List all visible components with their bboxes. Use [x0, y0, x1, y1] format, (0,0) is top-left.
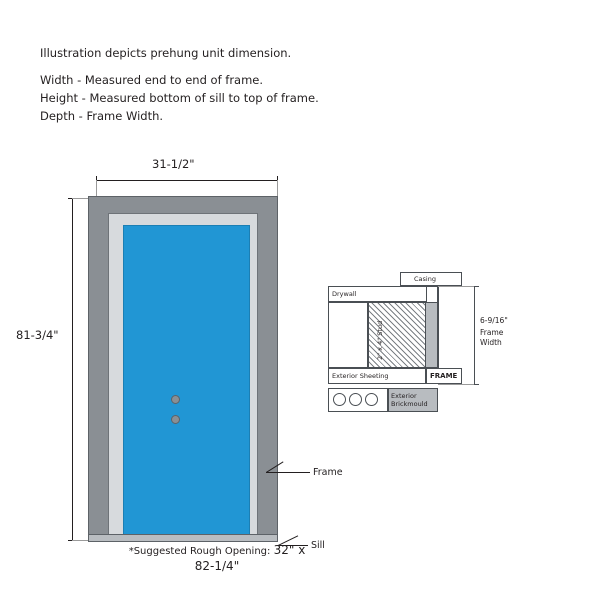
- jamb-edge-line: [438, 286, 439, 368]
- width-dimension-label: 31-1/2": [152, 157, 195, 171]
- sill-callout-label: Sill: [311, 540, 325, 551]
- frame-width-dimension-line: [474, 286, 475, 384]
- frame-block-label: FRAME: [430, 372, 458, 380]
- rough-opening-value: 32" x 82-1/4": [194, 543, 306, 573]
- rough-opening-title: *Suggested Rough Opening:: [128, 546, 271, 557]
- frame-width-caption-line-1: Frame: [480, 328, 504, 337]
- width-dimension-line: [96, 180, 278, 181]
- exterior-brickmould-label-2: Brickmould: [391, 400, 428, 408]
- intro-text: [40, 44, 319, 125]
- intro-spacer: [40, 62, 319, 71]
- intro-line-4: Depth - Frame Width.: [40, 109, 164, 123]
- frame-jamb-fill: [426, 302, 438, 368]
- casing-label: Casing: [414, 275, 436, 283]
- height-dimension-line: [72, 198, 73, 540]
- intro-line-2: Width - Measured end to end of frame.: [40, 73, 264, 87]
- prehung-door-illustration: [88, 196, 278, 536]
- brick-circle-1-icon: [333, 393, 346, 406]
- drywall-label: Drywall: [332, 290, 357, 298]
- intro-line-3: Height - Measured bottom of sill to top of frame.: [40, 91, 319, 105]
- height-dimension-label: 81-3/4": [16, 328, 59, 342]
- door-slab: [123, 225, 250, 535]
- wall-cavity-box: [328, 302, 368, 368]
- stud-label: 2" x 4" Stud: [376, 320, 384, 360]
- frame-width-caption-line-2: Width: [480, 338, 502, 347]
- frame-width-extension-bottom: [438, 384, 474, 385]
- frame-callout-leader: [266, 472, 310, 473]
- frame-section-detail: [322, 272, 572, 432]
- door-deadbolt-icon: [171, 415, 180, 424]
- brick-circle-2-icon: [349, 393, 362, 406]
- frame-callout-label: Frame: [313, 467, 343, 478]
- exterior-sheeting-label: Exterior Sheeting: [332, 372, 389, 380]
- door-knob-icon: [171, 395, 180, 404]
- door-sill: [88, 534, 278, 542]
- frame-width-extension-top: [438, 286, 474, 287]
- brick-circle-3-icon: [365, 393, 378, 406]
- rough-opening-note: [117, 543, 317, 575]
- intro-line-1: Illustration depicts prehung unit dimension.: [40, 46, 292, 60]
- frame-width-value-label: 6-9/16": [480, 316, 508, 325]
- exterior-brickmould-label-1: Exterior: [391, 392, 417, 400]
